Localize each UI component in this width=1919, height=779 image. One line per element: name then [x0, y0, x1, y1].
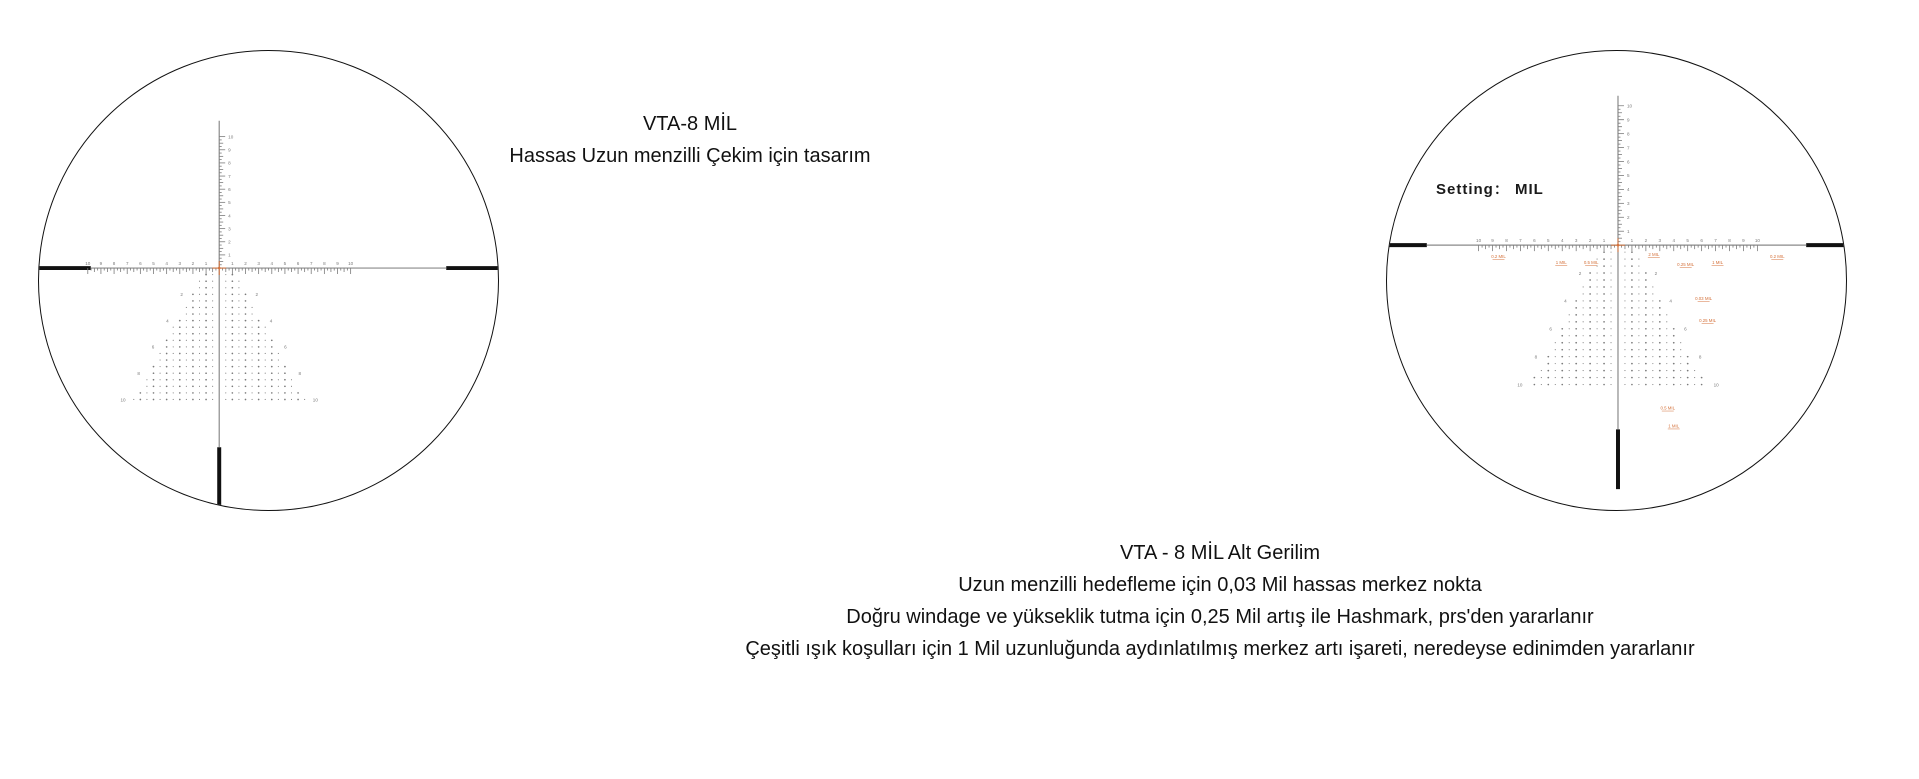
svg-text:6: 6 — [1549, 326, 1552, 332]
svg-text:8: 8 — [1505, 238, 1508, 244]
svg-text:3: 3 — [257, 261, 260, 267]
svg-text:6: 6 — [228, 186, 231, 192]
svg-text:9: 9 — [1626, 117, 1630, 123]
svg-text:6: 6 — [1533, 238, 1536, 244]
svg-text:4: 4 — [1564, 298, 1567, 304]
svg-text:3: 3 — [178, 261, 182, 267]
svg-text:4: 4 — [1560, 238, 1564, 244]
svg-text:10: 10 — [348, 261, 354, 267]
svg-text:7: 7 — [1519, 238, 1522, 244]
svg-text:7: 7 — [1626, 145, 1630, 151]
svg-text:8: 8 — [1698, 354, 1702, 360]
svg-text:1: 1 — [1630, 238, 1634, 244]
svg-text:8: 8 — [112, 261, 116, 267]
svg-text:7: 7 — [228, 173, 231, 179]
svg-text:4: 4 — [269, 318, 273, 324]
svg-text:10: 10 — [1713, 382, 1719, 388]
svg-text:6: 6 — [1626, 159, 1630, 165]
svg-text:8: 8 — [323, 261, 326, 267]
svg-text:2: 2 — [1654, 270, 1658, 276]
svg-text:7: 7 — [1714, 238, 1717, 244]
svg-text:1: 1 — [1626, 229, 1630, 235]
svg-text:5: 5 — [152, 261, 155, 267]
svg-text:4: 4 — [1672, 238, 1676, 244]
svg-text:5: 5 — [283, 261, 287, 267]
svg-text:10: 10 — [120, 397, 126, 403]
annotation-4: 0.25 MIL — [1677, 262, 1695, 268]
svg-text:4: 4 — [228, 213, 231, 219]
svg-text:5: 5 — [1547, 238, 1550, 244]
svg-text:3: 3 — [1658, 238, 1662, 244]
svg-text:2: 2 — [244, 261, 247, 267]
svg-text:4: 4 — [165, 261, 168, 267]
svg-text:6: 6 — [1684, 326, 1687, 332]
setting-label: Setting： MIL — [1436, 181, 1544, 198]
svg-text:2: 2 — [1578, 270, 1582, 276]
svg-text:1: 1 — [231, 261, 234, 267]
annotation-9: 0.5 MIL — [1660, 405, 1676, 411]
svg-text:5: 5 — [1626, 173, 1630, 179]
svg-text:8: 8 — [137, 370, 140, 376]
svg-text:8: 8 — [1728, 238, 1731, 244]
svg-text:7: 7 — [125, 261, 129, 267]
annotation-6: 0.2 MIL — [1770, 254, 1785, 260]
svg-text:2: 2 — [255, 292, 259, 298]
annotation-7: 0.03 MIL — [1695, 295, 1713, 301]
svg-text:6: 6 — [296, 261, 300, 267]
annotation-3: 2 MIL — [1648, 252, 1660, 258]
right-caption-line-1: VTA - 8 MİL Alt Gerilim — [1119, 542, 1321, 564]
svg-text:4: 4 — [166, 318, 169, 324]
svg-text:9: 9 — [1742, 238, 1745, 244]
annotation-0: 0.2 MIL — [1491, 254, 1506, 260]
svg-text:5: 5 — [1686, 238, 1689, 244]
svg-text:10: 10 — [1754, 238, 1760, 244]
left-caption — [380, 108, 1000, 172]
right-caption-line-2: Uzun menzilli hedefleme için 0,03 Mil hassas merkez nokta — [958, 574, 1482, 596]
svg-text:6: 6 — [151, 344, 155, 350]
svg-text:2: 2 — [1644, 238, 1648, 244]
left-caption-line-2: Hassas Uzun menzilli Çekim için tasarım — [509, 145, 871, 167]
svg-text:8: 8 — [1626, 131, 1630, 137]
left-caption-line-1: VTA-8 MİL — [642, 113, 738, 135]
svg-text:5: 5 — [228, 200, 231, 206]
scope-view-right — [1386, 50, 1847, 511]
svg-text:1: 1 — [228, 252, 231, 258]
svg-text:3: 3 — [228, 226, 231, 232]
svg-text:4: 4 — [270, 261, 274, 267]
svg-text:2: 2 — [1588, 238, 1592, 244]
svg-text:8: 8 — [228, 160, 231, 166]
svg-text:6: 6 — [139, 261, 142, 267]
svg-text:10: 10 — [1476, 238, 1482, 244]
svg-text:2: 2 — [180, 292, 183, 298]
right-caption — [540, 537, 1900, 665]
svg-text:8: 8 — [298, 370, 302, 376]
svg-text:10: 10 — [1626, 103, 1633, 109]
svg-text:7: 7 — [309, 261, 313, 267]
right-caption-line-3: Doğru windage ve yükseklik tutma için 0,25 Mil artış ile Hashmark, prs'den yararlanır — [846, 606, 1594, 628]
svg-text:8: 8 — [1534, 354, 1538, 360]
svg-text:3: 3 — [1574, 238, 1578, 244]
svg-text:9: 9 — [99, 261, 103, 267]
svg-text:6: 6 — [1700, 238, 1703, 244]
svg-text:9: 9 — [1491, 238, 1494, 244]
annotation-8: 0.25 MIL — [1699, 317, 1717, 323]
annotation-2: 0.5 MIL — [1583, 260, 1599, 266]
svg-text:6: 6 — [284, 344, 287, 350]
svg-text:10: 10 — [85, 261, 91, 267]
svg-text:1: 1 — [204, 261, 208, 267]
svg-text:1: 1 — [1602, 238, 1606, 244]
svg-text:2: 2 — [191, 261, 195, 267]
svg-text:9: 9 — [228, 147, 231, 153]
right-caption-line-4: Çeşitli ışık koşulları için 1 Mil uzunluğunda aydınlatılmış merkez artı işareti, neredeyse edinimden yararlanır — [745, 638, 1695, 660]
annotation-1: 1 MIL — [1555, 260, 1567, 266]
annotation-5: 1 MIL — [1712, 260, 1724, 266]
svg-text:10: 10 — [228, 134, 234, 140]
svg-text:2: 2 — [228, 239, 231, 245]
svg-text:10: 10 — [1517, 382, 1523, 388]
svg-text:10: 10 — [312, 397, 318, 403]
annotation-10: 1 MIL — [1668, 423, 1680, 429]
svg-text:3: 3 — [1626, 201, 1630, 207]
svg-text:4: 4 — [1626, 187, 1630, 193]
svg-text:2: 2 — [1626, 215, 1630, 221]
svg-text:4: 4 — [1669, 298, 1672, 304]
svg-text:9: 9 — [336, 261, 339, 267]
